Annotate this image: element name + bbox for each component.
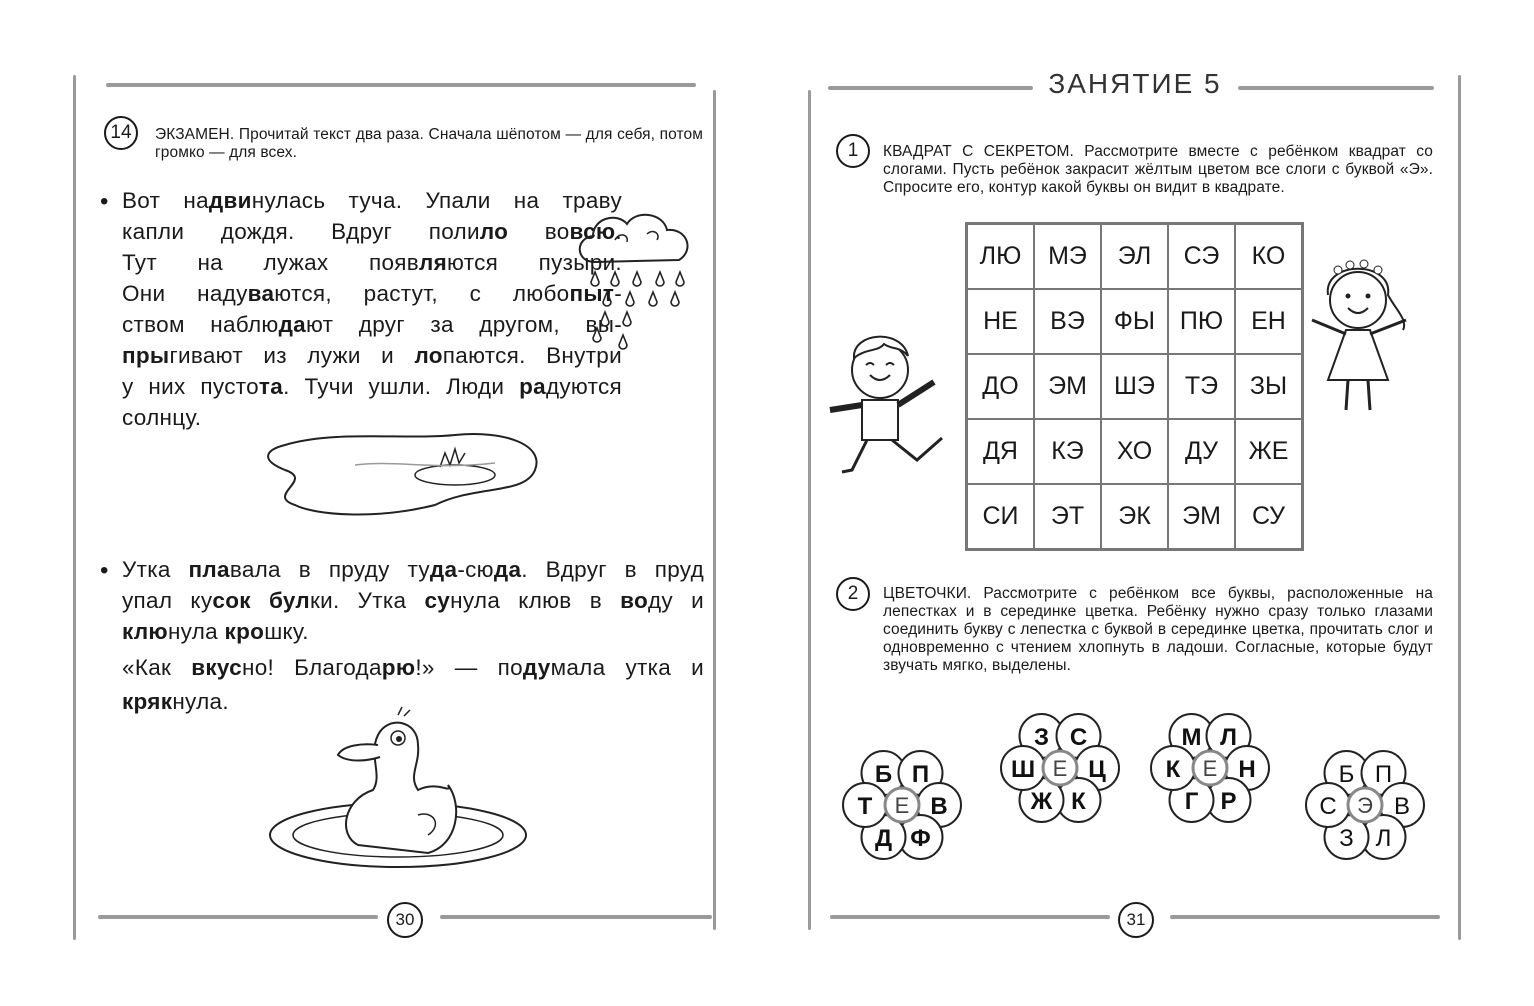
text-fragment: у них пусто bbox=[122, 374, 259, 399]
text-fragment bbox=[251, 588, 269, 613]
text-fragment: нула bbox=[167, 619, 225, 644]
story-line bbox=[122, 554, 704, 585]
rain-cloud-icon bbox=[575, 210, 700, 360]
text-fragment: ством наблю bbox=[122, 312, 279, 337]
story-line bbox=[122, 278, 622, 309]
petal-letter[interactable]: Ш bbox=[1010, 756, 1036, 783]
text-fragment: но! Благода bbox=[242, 655, 382, 680]
text-fragment: нулась туча. Упали на траву bbox=[251, 188, 622, 213]
text-fragment: Тут на лужах появ bbox=[122, 250, 420, 275]
petal-letter[interactable]: Ж bbox=[1030, 788, 1053, 816]
bold-syllable: су bbox=[424, 588, 451, 613]
syllable-grid bbox=[965, 222, 1304, 551]
bold-syllable: во bbox=[620, 588, 648, 613]
bold-syllable: пыт bbox=[569, 281, 615, 306]
petal-letter[interactable]: С bbox=[1319, 793, 1337, 820]
text-fragment: ду и bbox=[648, 588, 704, 613]
story-line bbox=[122, 309, 622, 340]
task-text: Рассмотрите с ребёнком все буквы, расположенные на лепестках и в серединке цветка. Ребёнку нужно сразу только глазами соединить букву с лепестка с буквой в серединке цветка, прочитать слог и одновременно с чтением хлопнуть в ладоши. Согласные, которые будут звучать мягко, выделены. bbox=[883, 585, 1433, 674]
text-fragment: мала утка и bbox=[550, 655, 704, 680]
center-letter[interactable]: Э bbox=[1357, 793, 1373, 818]
story-line bbox=[122, 371, 622, 402]
page-number: 31 bbox=[1118, 902, 1154, 938]
bold-syllable: клю bbox=[122, 619, 168, 644]
syllable-cell[interactable]: ЭМ bbox=[1034, 354, 1101, 419]
grid-row bbox=[967, 484, 1303, 550]
story-line bbox=[122, 185, 622, 216]
syllable-cell[interactable]: ЕН bbox=[1235, 289, 1303, 354]
text-fragment: дуются bbox=[545, 374, 622, 399]
story-line bbox=[122, 651, 704, 685]
flower bbox=[1151, 714, 1269, 822]
grid-row bbox=[967, 419, 1303, 484]
syllable-cell[interactable]: ПЮ bbox=[1168, 289, 1235, 354]
center-letter[interactable]: Е bbox=[1202, 756, 1218, 781]
bold-syllable: бул bbox=[268, 588, 310, 613]
text-fragment: Утка bbox=[122, 557, 189, 582]
petal-letter[interactable]: Л bbox=[1375, 825, 1392, 853]
petal-letter[interactable]: Б bbox=[874, 760, 893, 788]
syllable-cell[interactable]: ЭЛ bbox=[1101, 224, 1168, 290]
bottom-rule bbox=[440, 915, 712, 919]
bold-syllable: да bbox=[493, 557, 522, 582]
task-instruction bbox=[883, 585, 1433, 675]
header-rule-right bbox=[1238, 86, 1434, 90]
lesson-header: ЗАНЯТИЕ 5 bbox=[1048, 68, 1222, 99]
syllable-cell[interactable]: ТЭ bbox=[1168, 354, 1235, 419]
task-number: 2 bbox=[836, 577, 870, 611]
text-fragment: «Как bbox=[122, 655, 192, 680]
text-fragment: гивают из лужи и bbox=[169, 343, 415, 368]
task-number: 14 bbox=[104, 116, 138, 150]
bottom-rule bbox=[98, 915, 378, 919]
grid-row bbox=[967, 354, 1303, 419]
petal-letter[interactable]: Б bbox=[1338, 760, 1355, 788]
text-fragment: вала в пруду ту bbox=[229, 557, 430, 582]
petal-letter[interactable]: Д bbox=[874, 825, 893, 853]
syllable-cell[interactable]: ШЭ bbox=[1101, 354, 1168, 419]
bold-syllable: ло bbox=[479, 219, 509, 244]
task-number: 1 bbox=[836, 134, 870, 168]
task-text: Прочитай текст два раза. Сначала шёпотом — для себя, потом громко — для всех. bbox=[155, 126, 703, 161]
syllable-cell[interactable]: НЕ bbox=[967, 289, 1035, 354]
right-margin-line bbox=[713, 90, 716, 930]
top-rule bbox=[106, 83, 696, 87]
petal-letter[interactable]: Т bbox=[857, 793, 873, 820]
text-fragment: паются. Внутри bbox=[442, 343, 622, 368]
bottom-rule bbox=[830, 915, 1110, 919]
bullet: • bbox=[100, 188, 109, 215]
syllable-cell[interactable]: ЖЕ bbox=[1235, 419, 1303, 484]
story-line bbox=[122, 340, 622, 371]
bold-syllable: да bbox=[278, 312, 306, 337]
story-line bbox=[122, 616, 704, 647]
text-fragment: -сю bbox=[457, 557, 494, 582]
text-fragment: . Вдруг в пруд bbox=[521, 557, 705, 582]
bold-syllable: кряк bbox=[122, 689, 173, 714]
text-fragment: шку. bbox=[264, 619, 309, 644]
story-line bbox=[122, 585, 704, 616]
petal-letter[interactable]: В bbox=[930, 793, 948, 820]
text-fragment: ются пузыри. bbox=[447, 250, 622, 275]
petal-letter[interactable]: З bbox=[1339, 825, 1354, 853]
story-line bbox=[122, 216, 622, 247]
bold-syllable: ва bbox=[247, 281, 275, 306]
text-fragment: . bbox=[615, 219, 622, 244]
bold-syllable: ра bbox=[519, 374, 546, 399]
story-paragraph-2 bbox=[122, 554, 704, 647]
girl-illustration bbox=[1298, 250, 1418, 420]
grid-row bbox=[967, 289, 1303, 354]
flowers-area bbox=[820, 700, 1450, 880]
text-fragment: Вот на bbox=[122, 188, 209, 213]
text-fragment: ются, растут, с любо bbox=[274, 281, 570, 306]
petal-letter[interactable]: Г bbox=[1184, 788, 1199, 816]
header-rule-left bbox=[828, 86, 1033, 90]
flower bbox=[1001, 714, 1119, 822]
petal-letter[interactable]: К bbox=[1071, 788, 1086, 816]
bold-syllable: пла bbox=[188, 557, 230, 582]
text-fragment: !» — по bbox=[415, 655, 523, 680]
text-fragment: солнцу. bbox=[122, 405, 202, 430]
petal-letter[interactable]: Н bbox=[1238, 756, 1256, 783]
text-fragment: нула клюв в bbox=[450, 588, 621, 613]
text-fragment: упал ку bbox=[122, 588, 213, 613]
bold-syllable: всю bbox=[569, 219, 616, 244]
syllable-cell[interactable]: КЭ bbox=[1034, 419, 1101, 484]
task-title: ЭКЗАМЕН. bbox=[155, 126, 235, 143]
bold-syllable: пры bbox=[122, 343, 170, 368]
syllable-cell[interactable]: КО bbox=[1235, 224, 1303, 290]
petal-letter[interactable]: П bbox=[1374, 760, 1393, 788]
petal-letter[interactable]: Л bbox=[1220, 723, 1237, 751]
text-fragment: ют друг за другом, вы- bbox=[305, 312, 623, 337]
petal-letter[interactable]: Р bbox=[1220, 788, 1237, 816]
bold-syllable: вкус bbox=[191, 655, 242, 680]
petal-letter[interactable]: М bbox=[1181, 723, 1202, 751]
flower bbox=[1306, 751, 1424, 859]
bold-syllable: да bbox=[429, 557, 458, 582]
bold-syllable: рю bbox=[381, 655, 416, 680]
bottom-rule bbox=[1170, 915, 1440, 919]
bold-syllable: ло bbox=[414, 343, 443, 368]
puddle-illustration bbox=[255, 425, 555, 525]
task-title: ЦВЕТОЧКИ. bbox=[883, 585, 972, 602]
syllable-cell[interactable]: ДО bbox=[967, 354, 1035, 419]
center-letter[interactable]: Е bbox=[894, 793, 910, 818]
task-instruction bbox=[883, 143, 1433, 197]
petal-letter[interactable]: З bbox=[1033, 723, 1050, 751]
syllable-cell[interactable]: ЭМ bbox=[1168, 484, 1235, 550]
boy-illustration bbox=[822, 320, 957, 490]
syllable-cell[interactable]: ЭК bbox=[1101, 484, 1168, 550]
petal-letter[interactable]: Ф bbox=[910, 825, 931, 853]
petal-letter[interactable]: Ц bbox=[1088, 756, 1106, 783]
bold-syllable: сок bbox=[212, 588, 251, 613]
text-fragment: нула. bbox=[172, 689, 229, 714]
syllable-cell[interactable]: ЗЫ bbox=[1235, 354, 1303, 419]
text-fragment: . Тучи ушли. Люди bbox=[283, 374, 520, 399]
text-fragment: Они наду bbox=[122, 281, 248, 306]
syllable-cell[interactable]: ФЫ bbox=[1101, 289, 1168, 354]
petal-letter[interactable]: В bbox=[1393, 793, 1411, 820]
task-title: КВАДРАТ С СЕКРЕТОМ. bbox=[883, 143, 1074, 160]
syllable-cell[interactable]: ЛЮ bbox=[967, 224, 1035, 290]
text-fragment: ки. Утка bbox=[309, 588, 425, 613]
left-margin-line bbox=[73, 75, 76, 940]
center-letter[interactable]: Е bbox=[1052, 756, 1068, 781]
syllable-cell[interactable]: СИ bbox=[967, 484, 1035, 550]
text-fragment: - bbox=[614, 281, 622, 306]
page-number: 30 bbox=[387, 902, 423, 938]
task-text: Рассмотрите вместе с ребёнком квадрат со слогами. Пусть ребёнок закрасит жёлтым цветом все слоги с буквой «Э». Спросите его, контур какой буквы он видит в квадрате. bbox=[883, 143, 1433, 196]
syllable-cell[interactable]: ХО bbox=[1101, 419, 1168, 484]
story-paragraph-1 bbox=[122, 185, 622, 433]
right-margin-line bbox=[1458, 75, 1461, 940]
bold-syllable: ду bbox=[522, 655, 551, 680]
task-instruction bbox=[155, 126, 703, 162]
grid-row bbox=[967, 224, 1303, 290]
left-margin-line bbox=[808, 90, 811, 930]
petal-letter[interactable]: П bbox=[911, 760, 930, 788]
syllable-cell[interactable]: ДУ bbox=[1168, 419, 1235, 484]
text-fragment: капли дождя. Вдруг поли bbox=[122, 219, 480, 244]
syllable-cell[interactable]: МЭ bbox=[1034, 224, 1101, 290]
bold-syllable: та bbox=[258, 374, 284, 399]
bullet: • bbox=[100, 557, 109, 584]
bold-syllable: ля bbox=[419, 250, 448, 275]
bold-syllable: кро bbox=[224, 619, 265, 644]
petal-letter[interactable]: К bbox=[1165, 756, 1181, 783]
syllable-cell[interactable]: ВЭ bbox=[1034, 289, 1101, 354]
text-fragment: во bbox=[508, 219, 570, 244]
petal-letter[interactable]: С bbox=[1069, 723, 1088, 751]
syllable-cell[interactable]: ЭТ bbox=[1034, 484, 1101, 550]
syllable-cell[interactable]: СУ bbox=[1235, 484, 1303, 550]
flower bbox=[843, 751, 961, 859]
story-line bbox=[122, 247, 622, 278]
duck-illustration bbox=[268, 705, 528, 875]
bold-syllable: дви bbox=[208, 188, 252, 213]
syllable-cell[interactable]: СЭ bbox=[1168, 224, 1235, 290]
syllable-cell[interactable]: ДЯ bbox=[967, 419, 1035, 484]
